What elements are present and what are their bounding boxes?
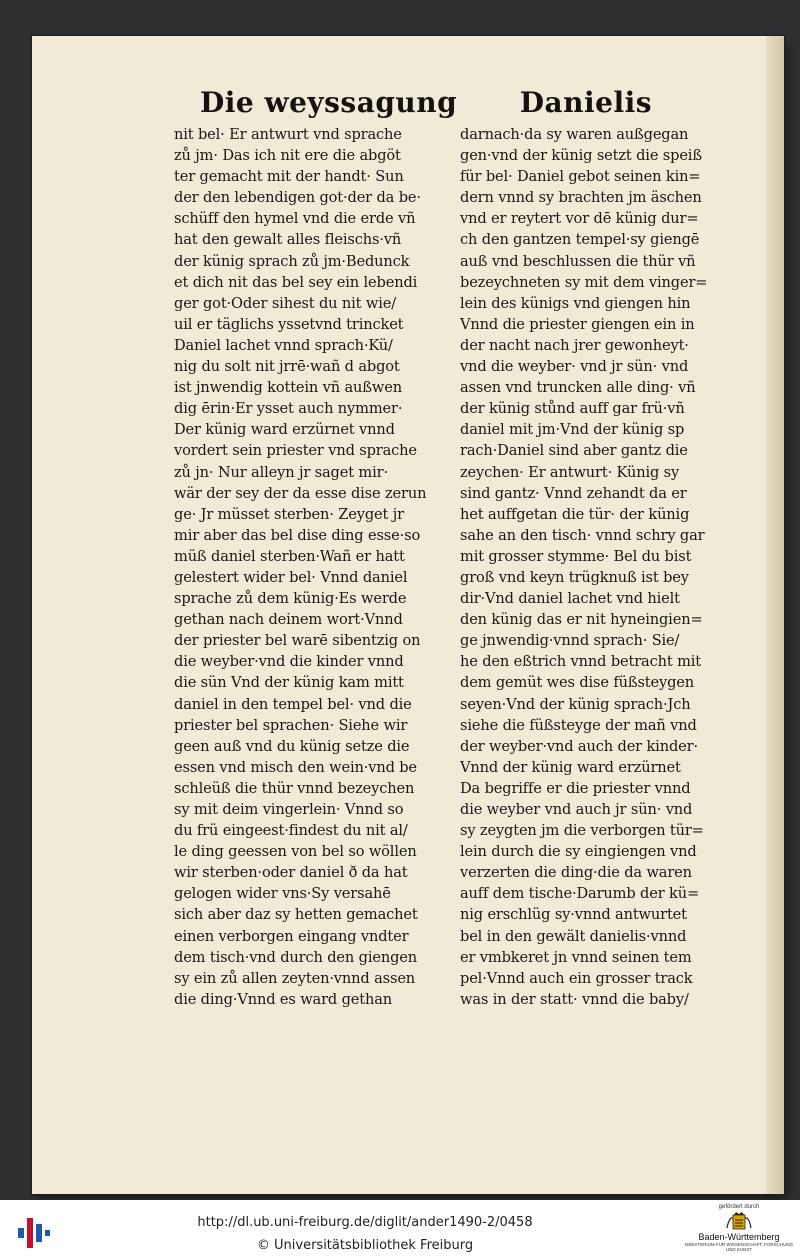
text-line: verzerten die ding·die da waren [460,864,692,882]
text-line: dig ērin·Er ysset auch nymmer· [174,400,403,418]
text-line: dir·Vnd daniel lachet vnd hielt [460,590,680,608]
viewer-footer [0,1200,800,1260]
text-line: Vnnd die priester giengen ein in [460,315,695,333]
sponsor-ministry: MINISTERIUM FÜR WISSENSCHAFT, FORSCHUNG UND KUNST [684,1242,794,1252]
text-line: darnach·da sy waren außgegan [460,126,689,143]
text-line: der weyber·vnd auch der kinder· [460,737,698,755]
text-line: ch den gantzen tempel·sy giengē [460,231,700,249]
text-line: wär der sey der da esse dise zerun [174,484,427,502]
text-line: vnd er reytert vor dē künig dur= [460,210,699,228]
text-line: he den eßtrich vnnd betracht mit [460,653,701,671]
sponsor-label: gefördert durch [718,1204,760,1210]
text-line: het auffgetan die tür· der künig [460,505,690,523]
text-line: zů jn· Nur alleyn jr saget mir· [174,463,388,481]
left-text-column [174,124,474,1010]
text-line: du frü eingeest·findest du nit al/ [174,822,408,840]
text-line: zů jm· Das ich nit ere die abgöt [174,147,401,165]
text-line: was in der statt· vnnd die baby/ [460,990,689,1008]
text-line: gelestert wider bel· Vnnd daniel [174,568,408,586]
text-line: gelogen wider vns·Sy versahē [174,885,391,903]
text-line: priester bel sprachen· Siehe wir [174,716,408,734]
text-line: sy mit deim vingerlein· Vnnd so [174,801,404,818]
text-line: Der künig ward erzürnet vnnd [174,421,395,439]
text-line: sahe an den tisch· vnnd schry gar [460,526,705,544]
text-line: vordert sein priester vnd sprache [174,442,417,460]
sponsor-state-name: Baden-Württemberg [698,1232,780,1242]
text-line: er vmbkeret jn vnnd seinen tem [460,948,692,966]
text-line: schleüß die thür vnnd bezeychen [174,779,415,797]
text-line: Da begriffe er die priester vnnd [460,779,691,797]
text-line: schüff den hymel vnd die erde vñ [174,210,416,228]
text-line: dern vnnd sy brachten jm äschen [460,189,702,207]
text-line: Vnnd der künig ward erzürnet [460,758,681,776]
text-line: ge· Jr müsset sterben· Zeyget jr [174,505,404,523]
text-line: dem gemüt wes dise füßsteygen [460,674,695,692]
text-line: sy ein zů allen zeyten·vnnd assen [174,969,416,987]
text-line: gen·vnd der künig setzt die speiß [460,147,702,165]
text-line: ger got·Oder sihest du nit wie/ [174,294,396,312]
text-line: der künig sprach zů jm·Bedunck [174,252,410,270]
text-line: sprache zů dem künig·Es werde [174,590,407,608]
text-line: zeychen· Er antwurt· Künig sy [460,463,680,481]
text-line: daniel mit jm·Vnd der künig sp [460,421,685,439]
text-line: essen vnd misch den wein·vnd be [174,758,417,776]
text-line: geen auß vnd du künig setze die [174,737,410,755]
text-line: der künig stůnd auff gar frü·vñ [460,400,685,418]
text-line: müß daniel sterben·Wañ er hatt [174,547,405,565]
running-head-left: Die weyssagung [200,86,458,119]
text-line: et dich nit das bel sey ein lebendi [174,273,418,291]
text-line: die weyber·vnd die kinder vnnd [174,653,404,671]
text-line: daniel in den tempel bel· vnd die [174,695,412,713]
text-line: hat den gewalt alles fleischs·vñ [174,231,402,249]
text-line: bel in den gewält danielis·vnnd [460,927,687,945]
text-line: auff dem tische·Darumb der kü= [460,885,700,903]
text-line: bezeychneten sy mit dem vinger= [460,273,708,291]
text-line: sy zeygten jm die verborgen tür= [460,822,704,840]
text-line: die sün Vnd der künig kam mitt [174,674,404,692]
copyright-notice: © Universitätsbibliothek Freiburg [256,1238,474,1253]
running-head [200,86,652,119]
text-line: gethan nach deinem wort·Vnnd [174,611,403,629]
text-line: der den lebendigen got·der da be· [174,189,421,207]
text-line: pel·Vnnd auch ein grosser track [460,969,693,987]
text-line: lein des künigs vnd giengen hin [460,294,691,312]
text-line: Daniel lachet vnnd sprach·Kü/ [174,336,393,354]
text-line: einen verborgen eingang vndter [174,927,409,945]
sponsor-logo [684,1204,794,1258]
text-line: mir aber das bel dise ding esse·so [174,526,421,544]
text-line: die weyber vnd auch jr sün· vnd [460,801,693,818]
text-line: ter gemacht mit der handt· Sun [174,168,404,186]
page-url[interactable]: http://dl.ub.uni-freiburg.de/diglit/ander1490-2/0458 [197,1215,533,1230]
text-line: mit grosser stymme· Bel du bist [460,547,692,565]
text-line: dem tisch·vnd durch den giengen [174,948,418,966]
text-line: seyen·Vnd der künig sprach·Jch [460,695,691,713]
book-page [32,36,784,1194]
state-emblem-icon [724,1212,754,1232]
text-line: siehe die füßsteyge der mañ vnd [460,716,697,734]
text-line: vnd die weyber· vnd jr sün· vnd [460,358,689,376]
text-line: nig erschlüg sy·vnnd antwurtet [460,906,687,924]
text-line: nit bel· Er antwurt vnd sprache [174,126,402,143]
text-line: lein durch die sy eingiengen vnd [460,843,697,861]
text-line: ge jnwendig·vnnd sprach· Sie/ [460,632,680,650]
running-head-right: Danielis [519,86,652,119]
text-line: ist jnwendig kottein vñ außwen [174,379,402,397]
text-line: der nacht nach jrer gewonheyt· [460,336,689,354]
text-line: sich aber daz sy hetten gemachet [174,906,418,924]
text-line: assen vnd truncken alle ding· vñ [460,379,696,397]
text-line: rach·Daniel sind aber gantz die [460,442,688,460]
text-line: sind gantz· Vnnd zehandt da er [460,484,687,502]
text-line: die ding·Vnnd es ward gethan [174,990,393,1008]
text-line: auß vnd beschlussen die thür vñ [460,252,696,270]
text-line: uil er täglichs yssetvnd trincket [174,315,404,333]
right-text-column [460,124,772,1010]
text-line: für bel· Daniel gebot seinen kin= [460,168,701,186]
text-line: le ding geessen von bel so wöllen [174,843,417,861]
text-line: der priester bel warē sibentzig on [174,632,421,650]
text-line: wir sterben·oder daniel ð da hat [174,864,408,882]
text-line: nig du solt nit jrrē·wañ d abgot [174,358,400,376]
text-line: den künig das er nit hyneingien= [460,611,703,629]
text-line: groß vnd keyn trügknuß ist bey [460,568,689,586]
